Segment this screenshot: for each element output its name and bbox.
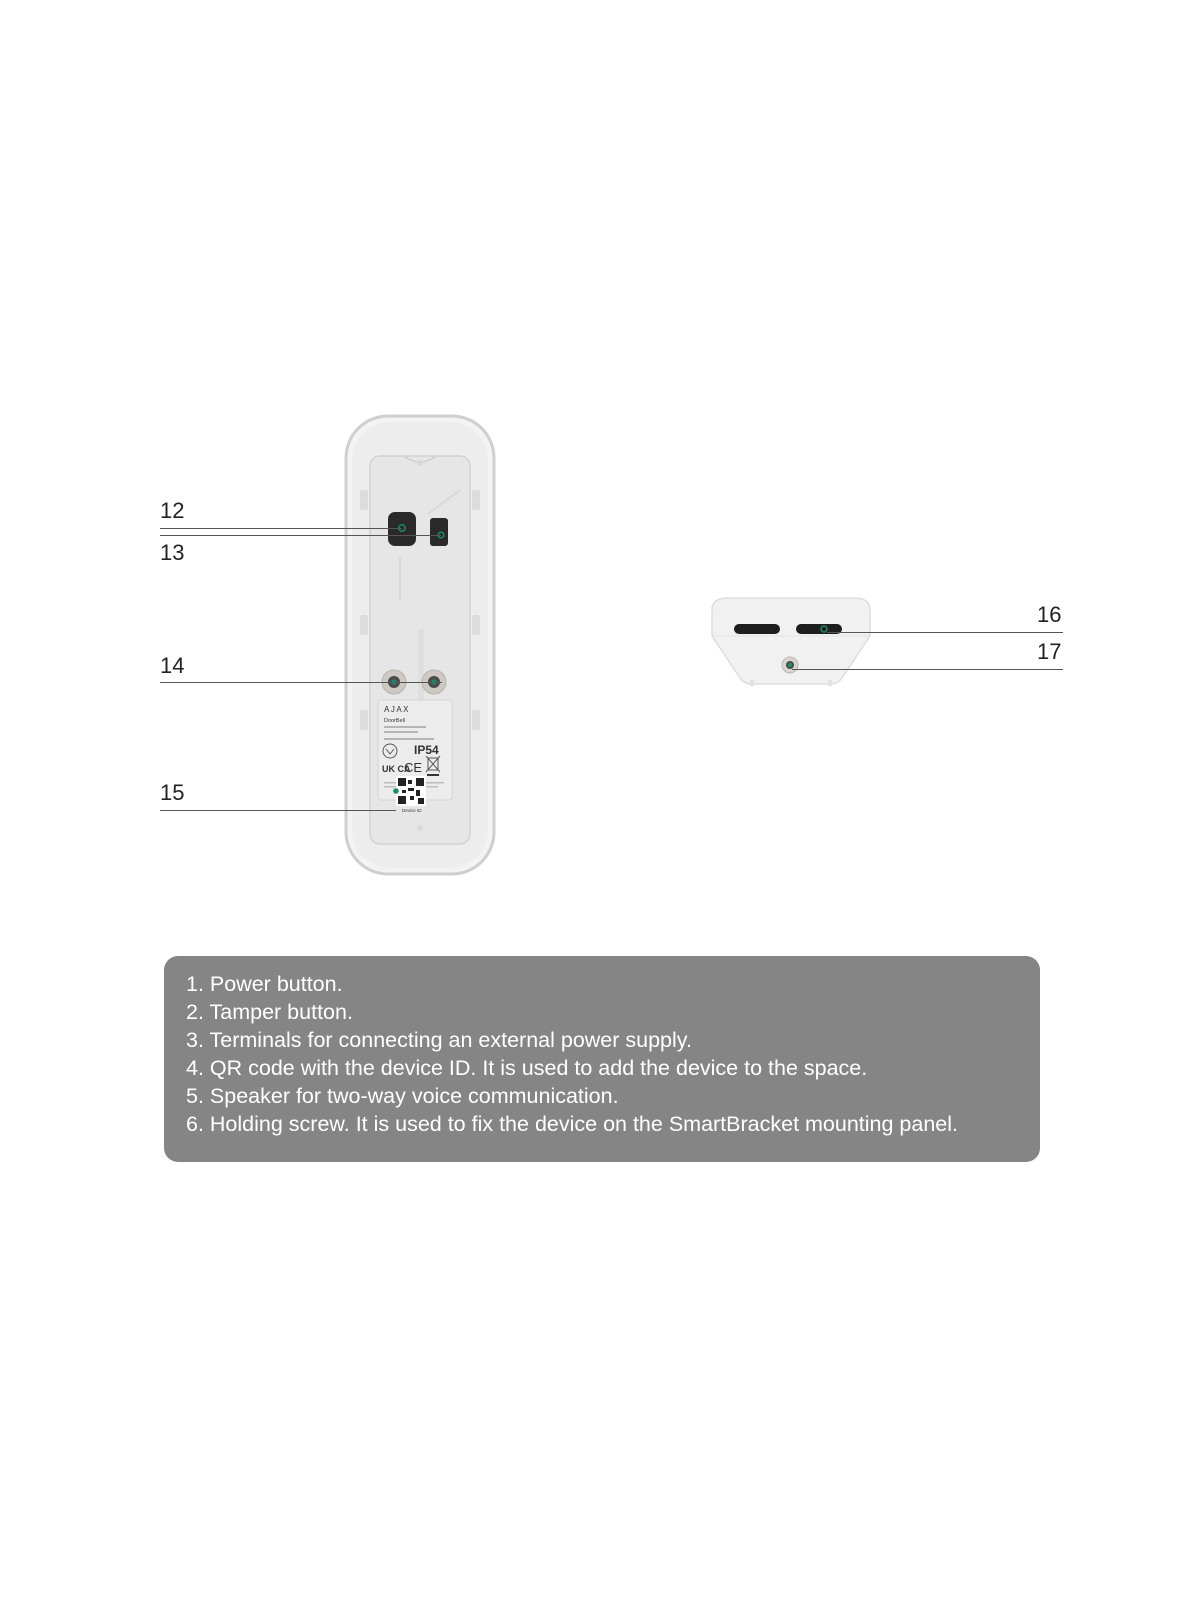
legend-item-5: 5. Speaker for two-way voice communication. (186, 1084, 619, 1108)
ip-rating: IP54 (414, 743, 439, 757)
ce-mark: CE (404, 760, 423, 775)
doorbell-bottom-view (706, 592, 876, 688)
leader-line-16 (827, 632, 1063, 633)
speaker-slot-left (734, 624, 780, 634)
leader-line-14 (160, 682, 442, 683)
legend-item-1: 1. Power button. (186, 972, 343, 996)
callout-number-12: 12 (160, 498, 185, 523)
model-label: DoorBell (384, 718, 406, 724)
callout-number-13: 13 (160, 540, 185, 565)
legend-item-4: 4. QR code with the device ID. It is used to add the device to the space. (186, 1056, 868, 1080)
legend-item-2: 2. Tamper button. (186, 1000, 353, 1024)
brand-label: AJAX (384, 705, 411, 714)
callout-number-17: 17 (1037, 639, 1062, 664)
tamper-button (430, 518, 448, 546)
leader-line-17 (792, 669, 1063, 670)
power-button (388, 512, 416, 546)
callout-number-15: 15 (160, 780, 185, 805)
leader-line-13 (160, 535, 441, 536)
callout-number-14: 14 (160, 653, 185, 678)
leader-line-15 (160, 810, 396, 811)
legend-item-3: 3. Terminals for connecting an external power supply. (186, 1028, 692, 1052)
leader-line-12 (160, 528, 402, 529)
callout-number-16: 16 (1037, 602, 1062, 627)
qr-code (396, 776, 426, 806)
legend-item-6: 6. Holding screw. It is used to fix the device on the SmartBracket mounting panel. (186, 1112, 959, 1136)
qr-caption: Device ID (402, 808, 422, 813)
ukca-mark: UK CA (382, 764, 411, 774)
legend-box (164, 956, 1040, 1162)
